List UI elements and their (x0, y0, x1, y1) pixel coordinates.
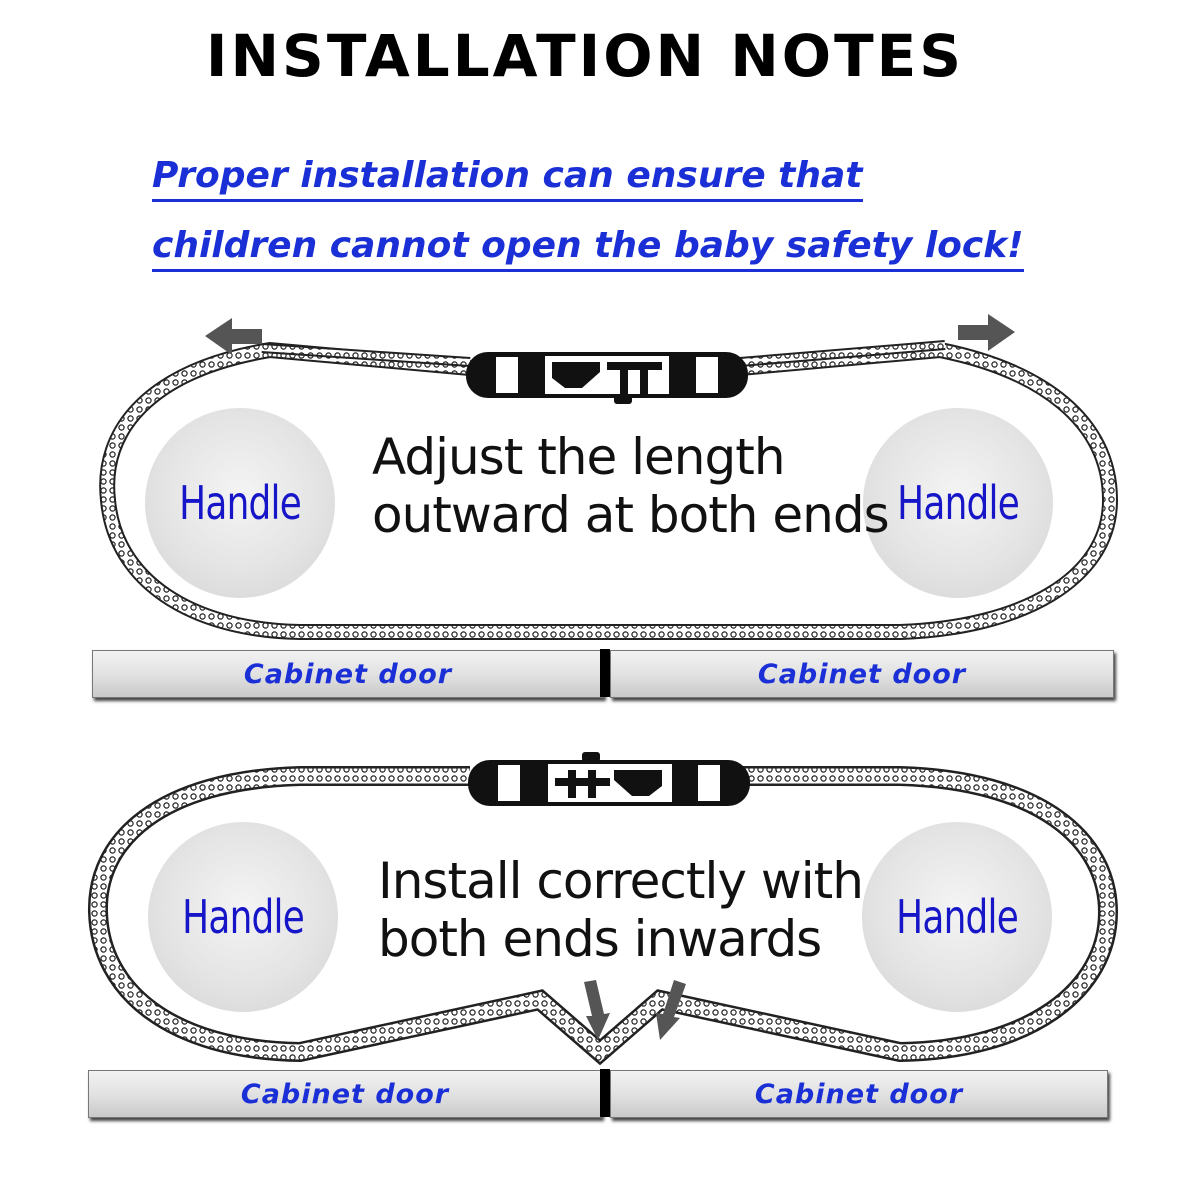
instruction-outward-line-1: Adjust the length (372, 428, 785, 486)
handle-right-inward-label: Handle (896, 890, 1018, 944)
door-divider-inward (600, 1069, 610, 1117)
handle-right-label: Handle (897, 476, 1019, 530)
cabinet-door-right-inward (610, 1070, 1108, 1118)
handle-left-inward (148, 822, 338, 1012)
handle-left (145, 408, 335, 598)
cabinet-door-left-inward (88, 1070, 602, 1118)
handle-left-label: Handle (179, 476, 301, 530)
cabinet-door-left (92, 650, 604, 698)
handle-right-inward (862, 822, 1052, 1012)
instruction-inward (378, 852, 863, 968)
handle-right (863, 408, 1053, 598)
instruction-inward-line-1: Install correctly with (378, 852, 863, 910)
instruction-outward-line-2: outward at both ends (372, 486, 889, 544)
instruction-outward (372, 428, 889, 544)
cabinet-door-right-label: Cabinet door (757, 658, 967, 690)
lock-icon-inward (468, 752, 750, 806)
cabinet-door-left-inward-label: Cabinet door (240, 1078, 450, 1110)
arrow-down-right-icon (656, 980, 686, 1040)
arrow-right-icon (958, 314, 1015, 351)
cabinet-door-right (610, 650, 1114, 698)
cabinet-door-left-label: Cabinet door (243, 658, 453, 690)
page-title: INSTALLATION NOTES (205, 22, 965, 90)
subtitle-line-1: Proper installation can ensure that (152, 155, 863, 202)
lock-icon (466, 352, 748, 404)
instruction-inward-line-2: both ends inwards (378, 910, 822, 968)
cabinet-door-right-inward-label: Cabinet door (754, 1078, 964, 1110)
handle-left-inward-label: Handle (182, 890, 304, 944)
subtitle-line-2: children cannot open the baby safety lock! (152, 225, 1024, 272)
door-divider (600, 649, 610, 697)
arrow-down-left-icon (584, 980, 610, 1040)
